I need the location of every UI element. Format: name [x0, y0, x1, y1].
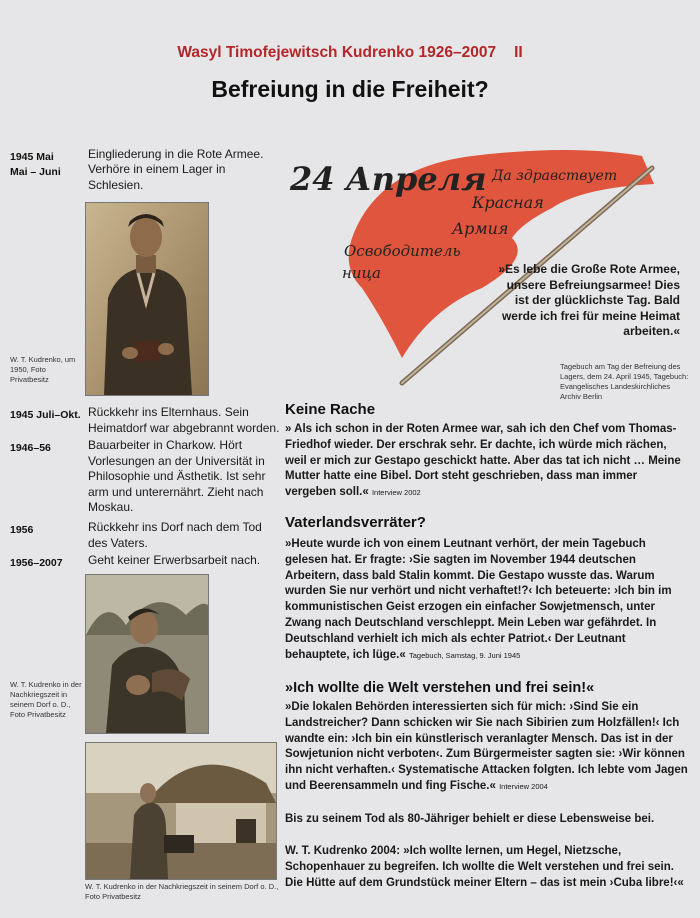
timeline-text: Rückkehr ins Dorf nach dem Tod des Vaters.: [88, 520, 262, 550]
closing-paragraph: Bis zu seinem Tod als 80-Jähriger behielt er diese Lebensweise bei.: [285, 813, 655, 825]
closing-quote: W. T. Kudrenko 2004: »Ich wollte lernen, um Hegel, Nietzsche, Schopenhauer zu begreifen. Ich wollte die Welt verstehen und frei sein. Die Hütte auf dem Grundstück meiner Eltern – das ist mein ›Cuba libre!‹«: [285, 845, 684, 889]
timeline-date: 1956: [10, 524, 34, 536]
flag-date-text: 24 Апреля: [290, 160, 487, 198]
section-body: [285, 700, 690, 795]
photo-caption: W. T. Kudrenko in der Nachkriegszeit in seinem Dorf o. D., Foto Privatbesitz: [85, 882, 279, 901]
timeline-date: 1956–2007: [10, 557, 63, 569]
portrait-photo: [85, 202, 209, 396]
timeline-date: 1945 Mai: [10, 151, 54, 163]
flag-illustration: [282, 118, 700, 390]
flag-hand-line: Освободитель: [344, 242, 461, 260]
flag-drawing: [282, 118, 700, 390]
timeline-date: 1946–56: [10, 442, 51, 454]
section-text: »Heute wurde ich von einem Leutnant verhört, der mein Tagebuch gelesen hat. Er fragte: ›Sie sagten im November 1944 deutschen Arbeitern, dass bald Stalin kommt. Die Gestapo wusste das. Warum wurden Sie nur verhört und nicht verhaftet!?‹ Ich beteuerte: ›Ich bin im kommunistischen Geist erzogen ein einfacher Sowjetmensch, unter Zwang nach Deutschland verschleppt. Mein Leben war gefährdet. In Deutschland verhielt ich mich als echter Patriot.‹ Der Leutnant behauptete, ich lüge.«: [285, 538, 672, 661]
quote-source: Tagebuch am Tag der Befreiung des Lagers, dem 24. April 1945, Tagebuch: Evangelisches Landeskirchliches Archiv Berlin: [560, 362, 689, 401]
portrait-illustration: [86, 203, 208, 395]
hut-photo: [85, 742, 277, 880]
village-illustration: [86, 575, 208, 733]
timeline-text: Eingliederung in die Rote Armee.: [88, 147, 264, 161]
flag-hand-line: Армия: [452, 219, 509, 238]
section-heading: »Ich wollte die Welt verstehen und frei sein!«: [285, 680, 595, 696]
section-source: Tagebuch, Samstag, 9. Juni 1945: [408, 650, 521, 660]
flag-hand-line: Да здравствует: [492, 168, 618, 184]
hut-illustration: [86, 743, 276, 879]
header-part: II: [514, 44, 523, 61]
section-source: Interview 2004: [499, 781, 548, 791]
timeline-date: 1945 Juli–Okt.: [10, 409, 81, 421]
village-photo: [85, 574, 209, 734]
section-text: » Als ich schon in der Roten Armee war, sah ich den Chef vom Thomas-Friedhof wieder. Der erschrak sehr. Er dachte, ich würde mich rächen, weil er mich zur Gestapo geschickt hatte. Aber das tat ich nicht … Meine Mutter hatte eine Bibel. Dort steht geschrieben, dass man immer vergeben soll.«: [285, 423, 681, 499]
timeline-text: Verhöre in einem Lager in Schlesien.: [88, 162, 226, 192]
flag-hand-line: ница: [342, 264, 381, 282]
section-source: Interview 2002: [371, 488, 421, 498]
timeline-date: Mai – Juni: [10, 166, 61, 178]
section-heading: Keine Rache: [285, 401, 376, 418]
flag-hand-line: Красная: [472, 193, 544, 212]
header-name-line: [0, 44, 700, 62]
header-name: Wasyl Timofejewitsch Kudrenko 1926–2007: [177, 44, 497, 61]
photo-caption: W. T. Kudrenko in der Nachkriegszeit in seinem Dorf o. D., Foto Privatbesitz: [10, 680, 82, 719]
timeline-text: Rückkehr ins Elternhaus. Sein Heimatdorf war abgebrannt worden.: [88, 405, 280, 435]
liberation-quote: »Es lebe die Große Rote Armee, unsere Befreiungsarmee! Dies ist der glücklichste Tag. Bald werde ich frei für meine Heimat arbeiten.«: [498, 262, 680, 339]
page-title: Befreiung in die Freiheit?: [211, 76, 489, 102]
photo-caption: W. T. Kudrenko, um 1950, Foto Privatbesitz: [10, 355, 76, 384]
section-heading: Vaterlandsverräter?: [285, 514, 426, 531]
timeline-text: Geht keiner Erwerbsarbeit nach.: [88, 553, 261, 567]
timeline-text: Bauarbeiter in Charkow. Hört Vorlesungen an der Universität in Philosophie und Ästhetik. Ist sehr arm und unterernährt. Zieht nach Moskau.: [88, 438, 266, 514]
section-body: [285, 422, 687, 501]
section-text: »Die lokalen Behörden interessierten sich für mich: ›Sind Sie ein Landstreicher? Dann schicken wir Sie nach Sibirien zum Holzfällen!‹ Ich wandte ein: ›Ich bin ein künstlerisch veranlagter Mensch. Das ist in der Sowjetunion nicht verboten‹. Zum Bürgermeister sagten sie: ›Wir können ihn nicht verhaften.‹ Systematische Attacken folgten. Ich lebte vom Jagen und Beerensammeln und fing Fische.«: [285, 701, 688, 792]
section-body: [285, 537, 687, 663]
